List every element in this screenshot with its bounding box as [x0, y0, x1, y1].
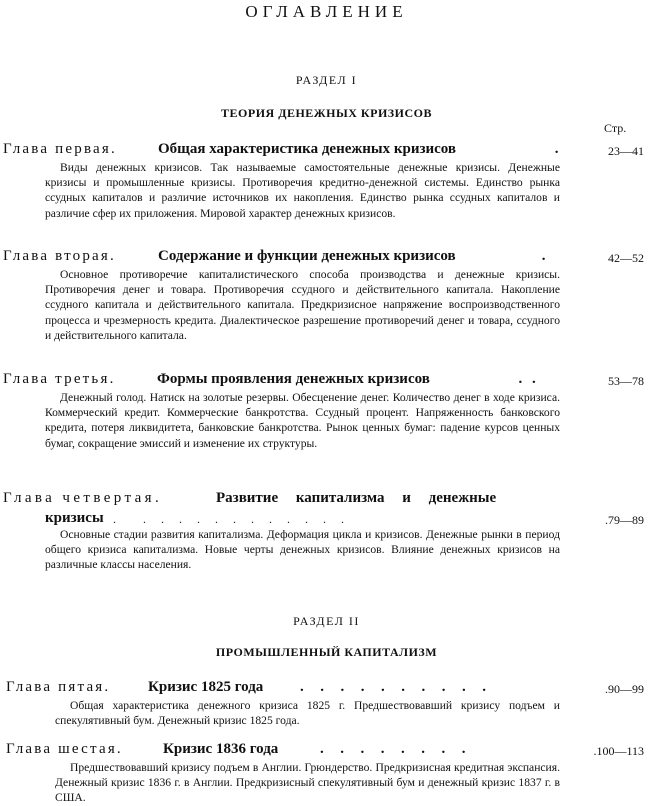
section-1-label: РАЗДЕЛ I: [295, 73, 358, 87]
chapter-1-prefix: Глава первая.: [3, 141, 117, 157]
chapter-3-heading: [0, 371, 653, 390]
chapter-4-title-line2: кризисы: [45, 510, 104, 526]
chapter-6-pages: .100—113: [593, 744, 644, 758]
page-title: ОГЛАВЛЕНИЕ: [245, 2, 408, 21]
chapter-5-pages: .90—99: [605, 682, 644, 696]
chapter-1-title: Общая характеристика денежных кризисов: [158, 141, 457, 157]
chapter-6-description: Предшествовавший кризису подъем в Англии. Грюндерство. Предкризисная кредитная экспансия. Денежный кризис 1836 г. в Англии. Предкризисный спекулятивный бум и денежный кризис 1837 г. в США.: [55, 761, 560, 805]
chapter-4-title-line1: Развитие капитализма и денежные: [216, 490, 497, 506]
chapter-5: [0, 679, 653, 728]
chapter-6-leader-dots: . . . . . . . .: [320, 741, 469, 757]
chapter-3-title: Формы проявления денежных кризисов: [157, 371, 430, 387]
chapter-4-heading-line2: [0, 510, 653, 527]
chapter-4-description: Основные стадии развития капитализма. Деформация цикла и кризисов. Денежные рынки в период общего кризиса капитализма. Новые черты денежных кризисов. Влияние денежных кризисов на различные классы населения.: [45, 528, 560, 572]
chapter-1-leader-dots: .: [548, 141, 562, 157]
chapter-5-prefix: Глава пятая.: [6, 679, 111, 695]
pages-column-header: Стр.: [604, 121, 627, 135]
chapter-4-heading: [0, 490, 653, 510]
chapter-3-description: Денежный голод. Натиск на золотые резервы. Обесценение денег. Количество денег в ходе кризиса. Коммерческий кредит. Коммерческие банкротства. Ссудный процент. Напряженность банковского кредита, потеря ликвидитета, банковские банкротства. Рынок ценных бумаг: падение курсов ценных бумаг, сокращение эмиссий и изменение их структуры.: [45, 391, 560, 450]
chapter-1-heading: [0, 141, 653, 160]
chapter-6-title: Кризис 1836 года: [163, 741, 279, 757]
chapter-2-pages: 42—52: [608, 251, 644, 265]
chapter-4-pages: .79—89: [605, 513, 644, 527]
chapter-1: [0, 141, 653, 221]
section-2-title: ПРОМЫШЛЕННЫЙ КАПИТАЛИЗМ: [215, 645, 438, 659]
chapter-2-leader-dots: .: [535, 248, 549, 264]
chapter-2-description: Основное противоречие капиталистического способа производства и денежные кризисы. Противоречия денег и товара. Противоречия ссудного и действительного капитала. Накопление ссудного капитала и действительного капитала. Предкризисное напряжение воспроизводственного процесса и чрезмерность кредита. Диалектическое разрешение противоречий денег и товара, ссудного и действительного капитала.: [45, 268, 560, 342]
chapter-3-prefix: Глава третья.: [3, 371, 116, 387]
chapter-6-heading: [0, 741, 653, 760]
chapter-5-title: Кризис 1825 года: [148, 679, 264, 695]
section-2-label: РАЗДЕЛ II: [293, 614, 360, 628]
chapter-4-prefix: Глава четвертая.: [3, 490, 163, 506]
chapter-5-leader-dots: . . . . . . . . . .: [300, 679, 489, 695]
chapter-1-pages: 23—41: [608, 144, 644, 158]
chapter-3-leader-dots: . .: [505, 371, 539, 387]
chapter-5-description: Общая характеристика денежного кризиса 1825 г. Предшествовавший кризису подъем и спекулятивный бум. Денежный кризис 1825 года.: [55, 699, 560, 728]
chapter-1-description: Виды денежных кризисов. Так называемые самостоятельные денежные кризисы. Денежные кризисы и промышленные кризисы. Противоречия кредитно-денежной системы. Единство рынка ссудных капиталов и различие источников их накопления. Единство рынка ссудных капиталов и различие сфер их приложения. Мировой характер денежных кризисов.: [45, 161, 560, 220]
chapter-2-heading: [0, 248, 653, 267]
chapter-6-prefix: Глава шестая.: [6, 741, 123, 757]
chapter-3-pages: 53—78: [608, 374, 644, 388]
section-1-title: ТЕОРИЯ ДЕНЕЖНЫХ КРИЗИСОВ: [221, 106, 432, 120]
chapter-2: [0, 248, 653, 343]
chapter-5-heading: [0, 679, 653, 698]
chapter-2-prefix: Глава вторая.: [3, 248, 116, 264]
chapter-3: [0, 371, 653, 451]
chapter-6: [0, 741, 653, 806]
chapter-2-title: Содержание и функции денежных кризисов: [158, 248, 456, 264]
chapter-4: [0, 490, 653, 573]
chapter-4-leader-dots: . . . . . . . . . . . . .: [113, 512, 347, 526]
